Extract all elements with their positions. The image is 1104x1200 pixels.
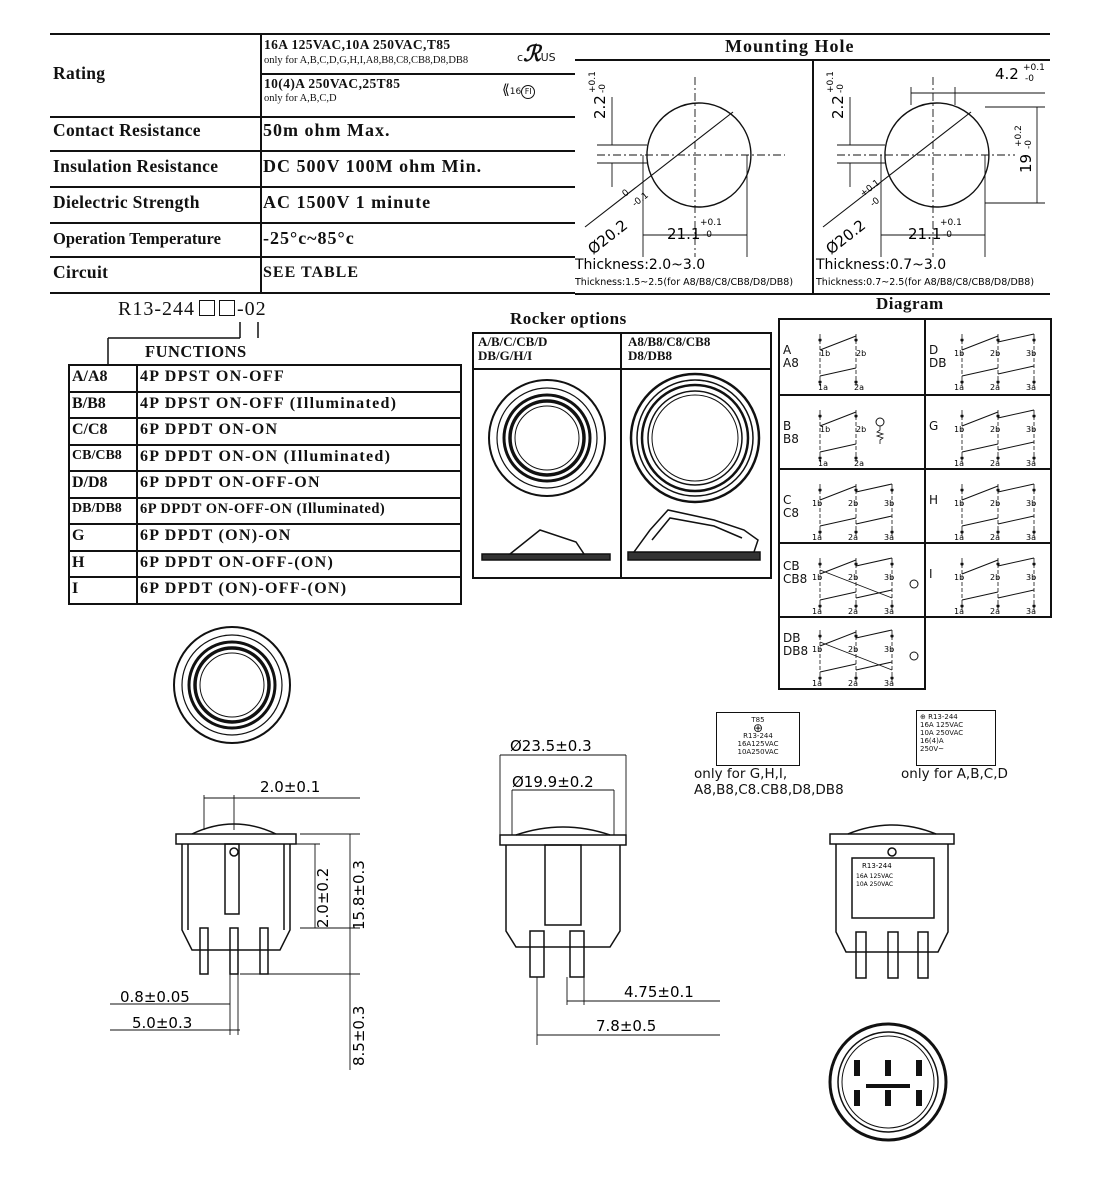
svg-text:2b: 2b bbox=[848, 499, 859, 508]
contact-label: Contact Resistance bbox=[53, 120, 201, 140]
dim-pin-width: 0.8±0.05 bbox=[120, 988, 190, 1006]
right-width-tol2: -0 bbox=[943, 230, 952, 240]
svg-text:2a: 2a bbox=[854, 383, 864, 392]
diagram-cell: CB CB8 bbox=[780, 544, 926, 618]
side-label-1: R13-244 bbox=[862, 862, 892, 870]
diagram-cell: A A8 bbox=[780, 320, 926, 396]
svg-text:1a: 1a bbox=[954, 607, 964, 616]
svg-text:2a: 2a bbox=[990, 533, 1000, 542]
svg-text:2b: 2b bbox=[990, 425, 1001, 434]
svg-text:1b: 1b bbox=[812, 573, 823, 582]
svg-text:1b: 1b bbox=[954, 573, 965, 582]
svg-text:3a: 3a bbox=[884, 679, 894, 688]
svg-text:3a: 3a bbox=[884, 607, 894, 616]
diagram-title: Diagram bbox=[876, 294, 944, 313]
left-thickness-note: Thickness:1.5~2.5(for A8/B8/C8/CB8/D8/DB8) bbox=[575, 277, 794, 288]
right-width-tol: +0.1 bbox=[940, 218, 962, 228]
dim-terminal-1: 4.75±0.1 bbox=[624, 983, 694, 1001]
svg-text:1b: 1b bbox=[812, 645, 823, 654]
svg-text:1b: 1b bbox=[820, 349, 831, 358]
right-thickness-note: Thickness:0.7~2.5(for A8/B8/C8/CB8/D8/DB8) bbox=[816, 277, 1035, 288]
svg-text:2b: 2b bbox=[848, 573, 859, 582]
contact-row bbox=[50, 116, 575, 152]
dim-outer-diameter: Ø23.5±0.3 bbox=[510, 737, 592, 755]
function-row: H 6P DPDT ON-OFF-(ON) bbox=[70, 552, 460, 579]
label2-caption: only for A,B,C,D bbox=[901, 766, 1008, 782]
dielectric-value: AC 1500V 1 minute bbox=[263, 192, 432, 212]
enec-mark: ⟪16 FI bbox=[502, 82, 535, 99]
svg-text:2b: 2b bbox=[990, 573, 1001, 582]
svg-text:2b: 2b bbox=[848, 645, 859, 654]
svg-text:1a: 1a bbox=[954, 459, 964, 468]
svg-text:1a: 1a bbox=[954, 533, 964, 542]
switch-top-view bbox=[172, 625, 292, 745]
right-top: 4.2 bbox=[995, 65, 1019, 83]
rating-line2: 10(4)A 250VAC,25T85 bbox=[264, 76, 401, 91]
function-row: D/D8 6P DPDT ON-OFF-ON bbox=[70, 472, 460, 499]
function-row: C/C8 6P DPDT ON-ON bbox=[70, 419, 460, 446]
rating-line1: 16A 125VAC,10A 250VAC,T85 bbox=[264, 37, 451, 52]
svg-text:1a: 1a bbox=[818, 459, 828, 468]
svg-text:2a: 2a bbox=[854, 459, 864, 468]
diagram-cell: G bbox=[926, 396, 1052, 470]
right-thickness: Thickness:0.7~3.0 bbox=[816, 257, 947, 273]
switch-bottom-view bbox=[826, 1020, 950, 1144]
switch-side-view-3 bbox=[822, 822, 962, 992]
svg-text:3a: 3a bbox=[1026, 533, 1036, 542]
left-width-tol2: -0 bbox=[703, 230, 712, 240]
circuit-row bbox=[50, 258, 575, 292]
svg-text:1a: 1a bbox=[812, 679, 822, 688]
svg-text:1a: 1a bbox=[818, 383, 828, 392]
svg-text:1a: 1a bbox=[812, 533, 822, 542]
rocker-title: Rocker options bbox=[510, 309, 627, 328]
left-diameter-tol2: -0.1 bbox=[630, 190, 651, 210]
switch-side-view-2 bbox=[490, 735, 730, 1055]
temperature-row bbox=[50, 224, 575, 258]
dim-terminal-2: 7.8±0.5 bbox=[596, 1017, 657, 1035]
temperature-label: Operation Temperature bbox=[53, 229, 221, 248]
side-label-3: 10A 250VAC bbox=[856, 881, 894, 888]
function-row: B/B8 4P DPST ON-OFF (Illuminated) bbox=[70, 393, 460, 420]
svg-text:3a: 3a bbox=[1026, 607, 1036, 616]
dim-h2: 2.0±0.2 bbox=[314, 867, 332, 928]
dim-inner-diameter: Ø19.9±0.2 bbox=[512, 773, 594, 791]
svg-text:2a: 2a bbox=[990, 607, 1000, 616]
rocker-col2-header: A8/B8/C8/CB8 D8/DB8 bbox=[628, 334, 711, 363]
function-row: G 6P DPDT (ON)-ON bbox=[70, 525, 460, 552]
label1-mark: T85 bbox=[751, 716, 765, 724]
marking-label-2: ⊕ R13-244 16A 125VAC 10A 250VAC 16(4)A 250V~ bbox=[916, 710, 996, 766]
svg-text:3a: 3a bbox=[884, 533, 894, 542]
diagram-cell: C C8 bbox=[780, 470, 926, 544]
insulation-label: Insulation Resistance bbox=[53, 156, 219, 176]
rocker-options-table bbox=[472, 332, 772, 579]
functions-table bbox=[68, 364, 462, 605]
diagram-cell: DB DB8 bbox=[780, 618, 926, 690]
svg-text:3b: 3b bbox=[1026, 425, 1037, 434]
svg-text:1b: 1b bbox=[954, 349, 965, 358]
function-row: I 6P DPDT (ON)-OFF-(ON) bbox=[70, 578, 460, 603]
svg-text:1a: 1a bbox=[954, 383, 964, 392]
diagram-cell: H bbox=[926, 470, 1052, 544]
function-row: DB/DB8 6P DPDT ON-OFF-ON (Illuminated) bbox=[70, 499, 460, 526]
rating-line1-note: only for A,B,C,D,G,H,I,A8,B8,C8,CB8,D8,DB8 bbox=[264, 55, 469, 66]
svg-text:3b: 3b bbox=[1026, 499, 1037, 508]
dielectric-label: Dielectric Strength bbox=[53, 192, 200, 212]
diagram-cell: I bbox=[926, 544, 1052, 618]
switch-side-view-1 bbox=[110, 770, 390, 1070]
circuit-label: Circuit bbox=[53, 262, 109, 282]
function-row: CB/CB8 6P DPDT ON-ON (Illuminated) bbox=[70, 446, 460, 473]
right-width: 21.1 bbox=[908, 225, 942, 243]
insulation-value: DC 500V 100M ohm Min. bbox=[263, 156, 483, 176]
right-side-tol2: -0 bbox=[1024, 140, 1034, 149]
svg-text:2a: 2a bbox=[848, 533, 858, 542]
contact-value: 50m ohm Max. bbox=[263, 120, 391, 140]
left-d1: 2.2 bbox=[591, 95, 609, 119]
right-d1-tol: +0.1 bbox=[826, 71, 836, 93]
part-number-prefix: R13-244 bbox=[118, 298, 195, 320]
svg-text:3b: 3b bbox=[884, 645, 895, 654]
svg-text:1b: 1b bbox=[954, 499, 965, 508]
svg-text:2b: 2b bbox=[856, 425, 867, 434]
left-diameter-tol: 0 bbox=[620, 187, 632, 200]
mounting-hole-drawing bbox=[575, 57, 1050, 291]
dim-top-gap: 2.0±0.1 bbox=[260, 778, 321, 796]
diagram-cell: D DB bbox=[926, 320, 1052, 396]
mounting-hole-title: Mounting Hole bbox=[725, 36, 855, 56]
insulation-row bbox=[50, 152, 575, 188]
svg-text:1b: 1b bbox=[812, 499, 823, 508]
left-width: 21.1 bbox=[667, 225, 701, 243]
circuit-schematics bbox=[780, 320, 1050, 688]
svg-text:2a: 2a bbox=[848, 679, 858, 688]
svg-text:2a: 2a bbox=[990, 459, 1000, 468]
dim-pin-pitch: 5.0±0.3 bbox=[132, 1014, 193, 1032]
rating-line2-note: only for A,B,C,D bbox=[264, 93, 337, 104]
label1-caption: only for G,H,I, A8,B8,C8.CB8,D8,DB8 bbox=[694, 766, 844, 798]
dim-pin-height: 8.5±0.3 bbox=[350, 1005, 368, 1066]
svg-text:2b: 2b bbox=[990, 499, 1001, 508]
function-row: A/A8 4P DPST ON-OFF bbox=[70, 366, 460, 393]
svg-text:2a: 2a bbox=[990, 383, 1000, 392]
ul-icon: ⊕ bbox=[752, 721, 764, 735]
marking-label-1: T85 ⊕ R13-244 16A125VAC 10A250VAC bbox=[716, 712, 800, 766]
left-thickness: Thickness:2.0~3.0 bbox=[575, 257, 706, 273]
rating-row bbox=[50, 35, 575, 118]
svg-text:1b: 1b bbox=[954, 425, 965, 434]
svg-text:3a: 3a bbox=[1026, 459, 1036, 468]
svg-text:3b: 3b bbox=[1026, 573, 1037, 582]
svg-text:2b: 2b bbox=[990, 349, 1001, 358]
dielectric-row bbox=[50, 188, 575, 224]
right-side-tol: +0.2 bbox=[1014, 125, 1024, 147]
right-d1-tol2: -0 bbox=[836, 84, 846, 93]
circuit-value: SEE TABLE bbox=[263, 264, 360, 281]
svg-text:2a: 2a bbox=[848, 607, 858, 616]
spec-table bbox=[50, 33, 575, 294]
right-d1: 2.2 bbox=[829, 95, 847, 119]
right-diameter-tol2: -0 bbox=[868, 195, 882, 210]
right-diameter: Ø20.2 bbox=[822, 216, 870, 259]
ul-mark: cℛUS bbox=[517, 41, 556, 67]
svg-text:3a: 3a bbox=[1026, 383, 1036, 392]
svg-text:1a: 1a bbox=[812, 607, 822, 616]
left-width-tol: +0.1 bbox=[700, 218, 722, 228]
left-diameter: Ø20.2 bbox=[584, 216, 632, 259]
part-number-suffix: -02 bbox=[237, 298, 267, 320]
diagram-cell: B B8 bbox=[780, 396, 926, 470]
rocker-col1-header: A/B/C/CB/D DB/G/H/I bbox=[478, 334, 548, 363]
right-diameter-tol: +0.1 bbox=[858, 178, 883, 200]
side-label-2: 16A 125VAC bbox=[856, 873, 894, 880]
svg-text:2b: 2b bbox=[856, 349, 867, 358]
svg-text:3b: 3b bbox=[884, 573, 895, 582]
left-d1-tol2: -0 bbox=[598, 84, 608, 93]
right-top-tol: +0.1 bbox=[1023, 63, 1045, 73]
right-side: 19 bbox=[1017, 153, 1035, 173]
dim-h1: 15.8±0.3 bbox=[350, 860, 368, 930]
rating-label: Rating bbox=[53, 63, 106, 83]
rocker-drawings bbox=[474, 370, 766, 575]
svg-text:3b: 3b bbox=[1026, 349, 1037, 358]
functions-title: FUNCTIONS bbox=[145, 342, 247, 361]
right-top-tol2: -0 bbox=[1025, 74, 1034, 84]
temperature-value: -25°c~85°c bbox=[263, 228, 355, 248]
svg-text:3b: 3b bbox=[884, 499, 895, 508]
left-d1-tol: +0.1 bbox=[588, 71, 598, 93]
svg-text:1b: 1b bbox=[820, 425, 831, 434]
